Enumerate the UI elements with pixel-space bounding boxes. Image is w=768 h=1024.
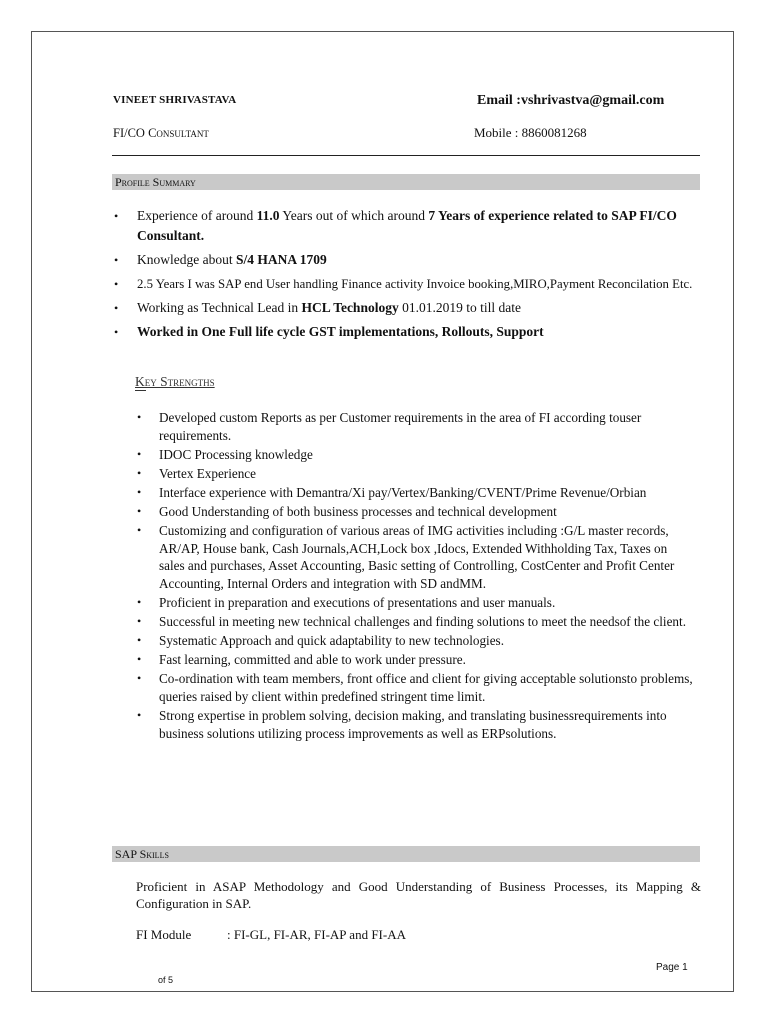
- strength-item: • Strong expertise in problem solving, decision making, and translating businessrequirements into business solutions utilizing process improvements as well as ERPsolutions.: [136, 707, 696, 742]
- fi-module-label: FI Module: [136, 927, 192, 942]
- strength-item: • Fast learning, committed and able to work under pressure.: [136, 651, 696, 669]
- strength-item: • Systematic Approach and quick adaptability to new technologies.: [136, 632, 696, 650]
- candidate-name: VINEET SHRIVASTAVA: [113, 94, 237, 106]
- strength-item: • Customizing and configuration of various areas of IMG activities including :G/L master records, AR/AP, House bank, Cash Journals,ACH,Lock box ,Idocs, Extended Withholding Tax, Taxes on sales and purchases, Asset Accounting, Basic setting of Controlling, CostCenter and Profit Center Accounting, Internal Orders and integration with SD andMM.: [136, 522, 696, 592]
- summary-item: • Experience of around 11.0 Years out of which around 7 Years of experience related to SAP FI/CO Consultant.: [112, 206, 702, 246]
- summary-item: • Working as Technical Lead in HCL Technology 01.01.2019 to till date: [112, 298, 702, 318]
- page-total: of 5: [158, 975, 174, 985]
- strength-item: • Successful in meeting new technical challenges and finding solutions to meet the needsof the client.: [136, 613, 696, 631]
- sap-skills-heading: SAP Skills: [112, 846, 700, 862]
- profile-summary-heading: Profile Summary: [112, 174, 700, 190]
- strength-item: • Vertex Experience: [136, 465, 696, 483]
- fi-module-value: : FI-GL, FI-AR, FI-AP and FI-AA: [227, 927, 406, 942]
- summary-item: • Knowledge about S/4 HANA 1709: [112, 250, 702, 270]
- key-strengths-heading: Key Strengths: [135, 374, 215, 389]
- summary-item: • 2.5 Years I was SAP end User handling Finance activity Invoice booking,MIRO,Payment Reconcilation Etc.: [112, 274, 702, 294]
- key-strengths-list: [136, 409, 696, 744]
- profile-summary-list: [112, 206, 702, 346]
- strength-item: • Good Understanding of both business processes and technical development: [136, 503, 696, 521]
- job-title: FI/CO Consultant: [113, 126, 209, 140]
- strength-item: • Interface experience with Demantra/Xi pay/Vertex/Banking/CVENT/Prime Revenue/Orbian: [136, 484, 696, 502]
- strength-item: • Developed custom Reports as per Customer requirements in the area of FI according touser requirements.: [136, 409, 696, 444]
- header-divider: [112, 155, 700, 156]
- strength-item: • IDOC Processing knowledge: [136, 446, 696, 464]
- heading-underline-dash: [135, 390, 146, 391]
- strength-item: • Co-ordination with team members, front office and client for giving acceptable solutionsto problems, queries raised by client within predefined stringent time limit.: [136, 670, 696, 705]
- page-number: Page 1: [656, 962, 688, 973]
- sap-skills-paragraph: Proficient in ASAP Methodology and Good Understanding of Business Processes, its Mapping & Configuration in SAP.: [136, 879, 701, 911]
- mobile-number: Mobile : 8860081268: [474, 125, 587, 140]
- summary-item: • Worked in One Full life cycle GST implementations, Rollouts, Support: [112, 322, 702, 342]
- email-address: Email :vshrivastva@gmail.com: [477, 93, 665, 108]
- strength-item: • Proficient in preparation and executions of presentations and user manuals.: [136, 594, 696, 612]
